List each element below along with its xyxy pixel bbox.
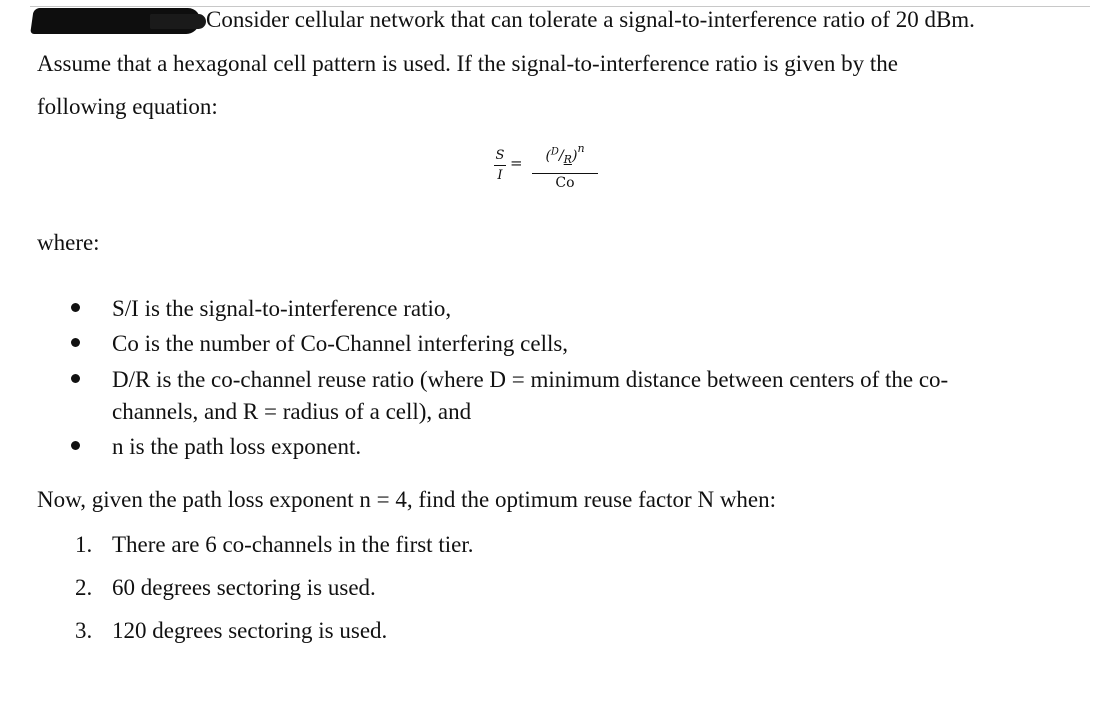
definition-dr: D/R is the co-channel reuse ratio (where D = minimum distance between centers of the co- xyxy=(112,367,949,392)
formula-exponent: n xyxy=(577,142,585,155)
task-item-text: 120 degrees sectoring is used. xyxy=(112,618,388,643)
formula-R: R xyxy=(563,153,572,166)
bullet-dot xyxy=(71,441,80,450)
task-item-text: There are 6 co-channels in the first tier. xyxy=(112,532,474,557)
bullet-dot xyxy=(71,303,80,312)
formula-rhs-denominator: Co xyxy=(555,175,575,191)
redaction-mark-tail xyxy=(150,14,206,29)
task-item-number: 2. xyxy=(75,575,93,600)
definition-n: n is the path loss exponent. xyxy=(112,434,362,459)
formula-rhs-numerator: $(^D/_R)^n$ xyxy=(545,142,585,166)
bullet-dot xyxy=(71,374,80,383)
question-line-3: following equation: xyxy=(37,94,218,119)
bullet-dot xyxy=(71,338,80,347)
where-label: where: xyxy=(37,230,100,255)
formula-lhs-numerator: S xyxy=(495,148,505,163)
task-item-number: 3. xyxy=(75,618,93,643)
task-item-text: 60 degrees sectoring is used. xyxy=(112,575,376,600)
formula-D: D xyxy=(550,146,559,158)
formula-rhs xyxy=(532,138,598,191)
sir-formula xyxy=(480,138,620,198)
definition-dr-continued: channels, and R = radius of a cell), and xyxy=(112,399,472,424)
formula-equals: = xyxy=(510,154,523,172)
definition-co: Co is the number of Co-Channel interfering cells, xyxy=(112,331,569,356)
task-item-number: 1. xyxy=(75,532,93,557)
question-intro: Consider cellular network that can tolerate a signal-to-interference ratio of 20 dBm. xyxy=(206,7,975,32)
definition-si: S/I is the signal-to-interference ratio, xyxy=(112,296,452,321)
question-line-2: Assume that a hexagonal cell pattern is used. If the signal-to-interference ratio is given by the xyxy=(37,51,898,76)
formula-lhs-denominator: I xyxy=(497,168,503,183)
task-prompt: Now, given the path loss exponent n = 4, find the optimum reuse factor N when: xyxy=(37,487,777,512)
formula-lhs xyxy=(494,148,506,183)
